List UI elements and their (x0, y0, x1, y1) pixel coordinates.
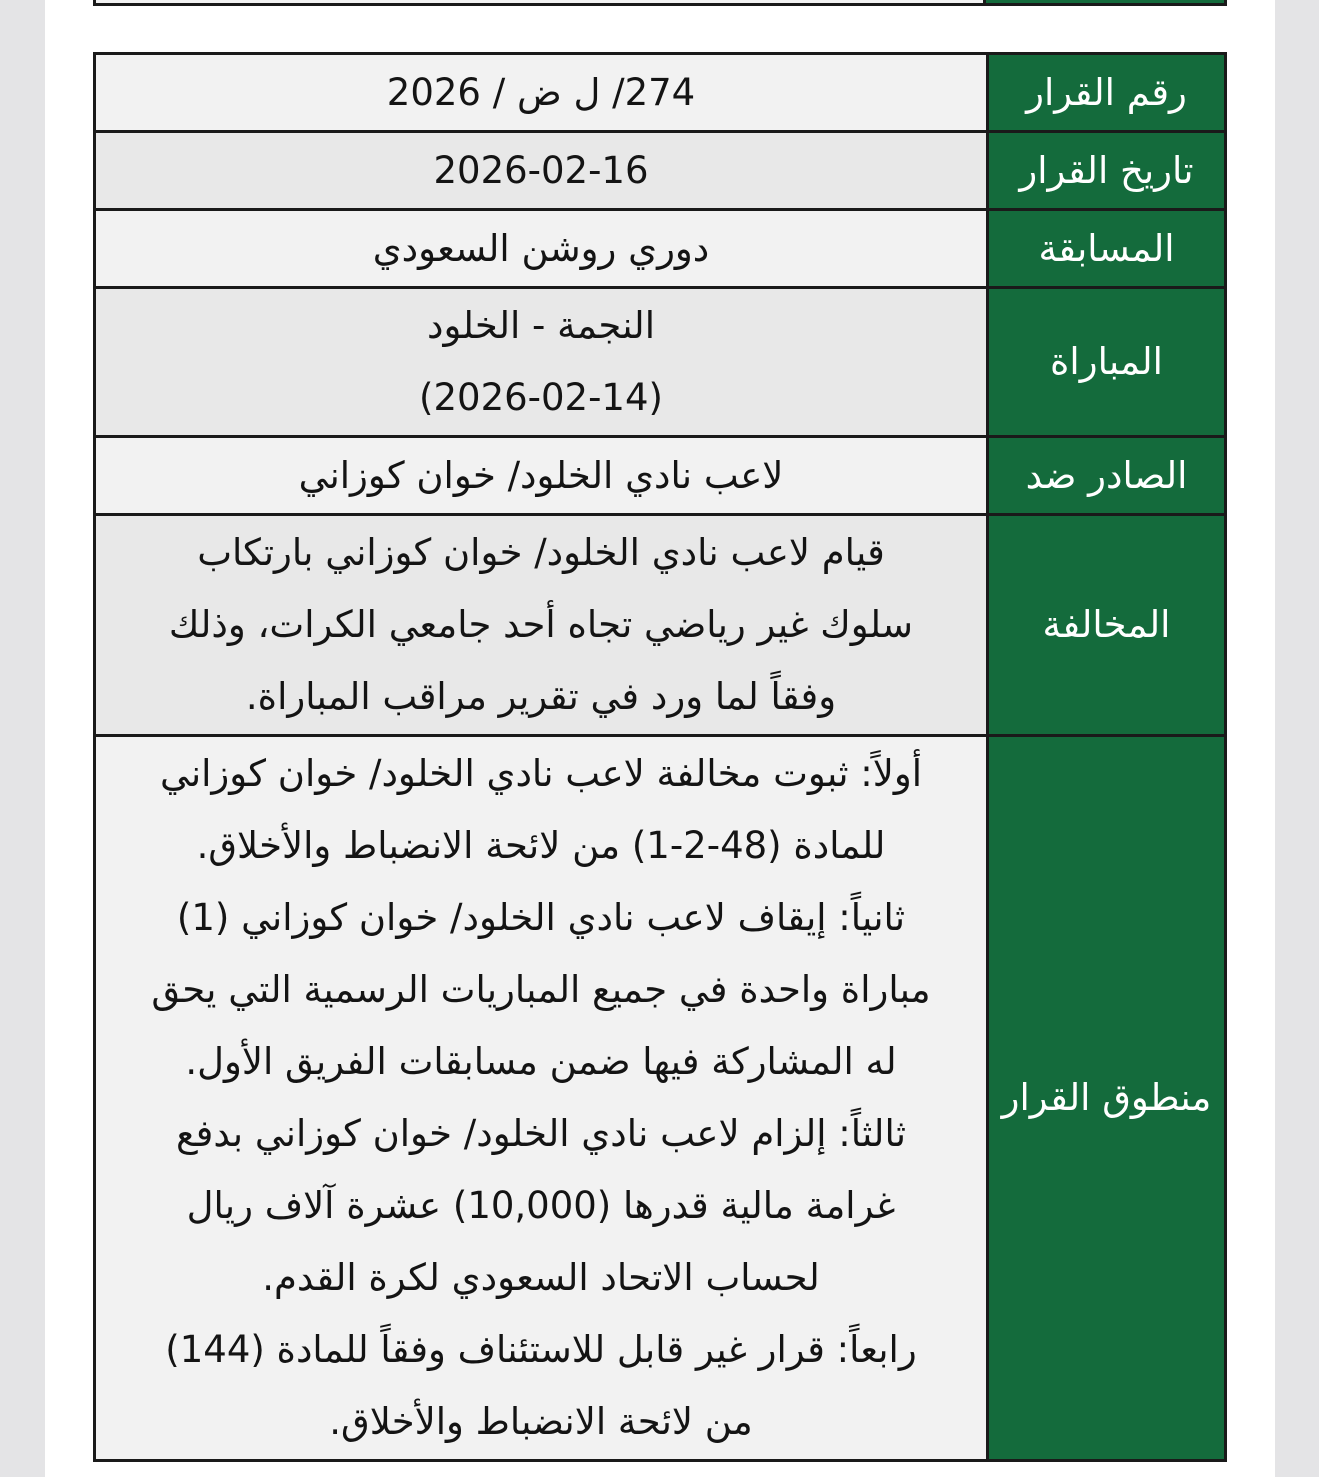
row-competition (95, 210, 1226, 288)
value-match (95, 288, 988, 437)
decision-date-text: 2026-02-16 (433, 148, 649, 192)
verdict-line: رابعاً: قرار غير قابل للاستئناف وفقاً للمادة (144) (165, 1328, 917, 1371)
label-match: المباراة (988, 288, 1226, 437)
label-issued-against: الصادر ضد (988, 437, 1226, 515)
previous-table-label-cell (983, 0, 1224, 3)
decision-table (93, 52, 1227, 1462)
label-decision-number: رقم القرار (988, 54, 1226, 132)
label-verdict: منطوق القرار (988, 736, 1226, 1461)
verdict-line: لحساب الاتحاد السعودي لكرة القدم. (262, 1256, 820, 1299)
row-issued-against (95, 437, 1226, 515)
decision-number-text: 274/ ل ض / 2026 (386, 70, 696, 114)
value-verdict (95, 736, 988, 1461)
value-decision-number (95, 54, 988, 132)
verdict-line: مباراة واحدة في جميع المباريات الرسمية التي يحق (151, 968, 931, 1011)
row-decision-date (95, 132, 1226, 210)
label-competition: المسابقة (988, 210, 1226, 288)
row-verdict (95, 736, 1226, 1461)
violation-line: سلوك غير رياضي تجاه أحد جامعي الكرات، وذلك (168, 603, 914, 646)
label-decision-date: تاريخ القرار (988, 132, 1226, 210)
verdict-line: من لائحة الانضباط والأخلاق. (329, 1400, 753, 1443)
verdict-line: ثالثاً: إلزام لاعب نادي الخلود/ خوان كوزاني بدفع (175, 1112, 907, 1155)
violation-line: قيام لاعب نادي الخلود/ خوان كوزاني بارتكاب (197, 531, 885, 574)
verdict-line: ثانياً: إيقاف لاعب نادي الخلود/ خوان كوزاني (1) (176, 896, 906, 939)
value-decision-date (95, 132, 988, 210)
row-decision-number (95, 54, 1226, 132)
previous-table-edge (93, 0, 1227, 6)
competition-text: دوري روشن السعودي (372, 226, 710, 270)
issued-against-text: لاعب نادي الخلود/ خوان كوزاني (298, 453, 784, 497)
row-violation (95, 515, 1226, 736)
match-teams-text: النجمة - الخلود (427, 304, 655, 347)
verdict-line: غرامة مالية قدرها (10,000) عشرة آلاف ريال (186, 1184, 896, 1227)
value-violation (95, 515, 988, 736)
row-match (95, 288, 1226, 437)
verdict-line: للمادة (48-2-1) من لائحة الانضباط والأخلاق. (196, 824, 886, 867)
verdict-line: له المشاركة فيها ضمن مسابقات الفريق الأول. (185, 1040, 897, 1083)
label-violation: المخالفة (988, 515, 1226, 736)
value-competition (95, 210, 988, 288)
value-issued-against (95, 437, 988, 515)
violation-line: وفقاً لما ورد في تقرير مراقب المباراة. (245, 675, 837, 718)
verdict-line: أولاً: ثبوت مخالفة لاعب نادي الخلود/ خوان كوزاني (160, 752, 922, 795)
match-date-text: (2026-02-14) (419, 376, 663, 419)
